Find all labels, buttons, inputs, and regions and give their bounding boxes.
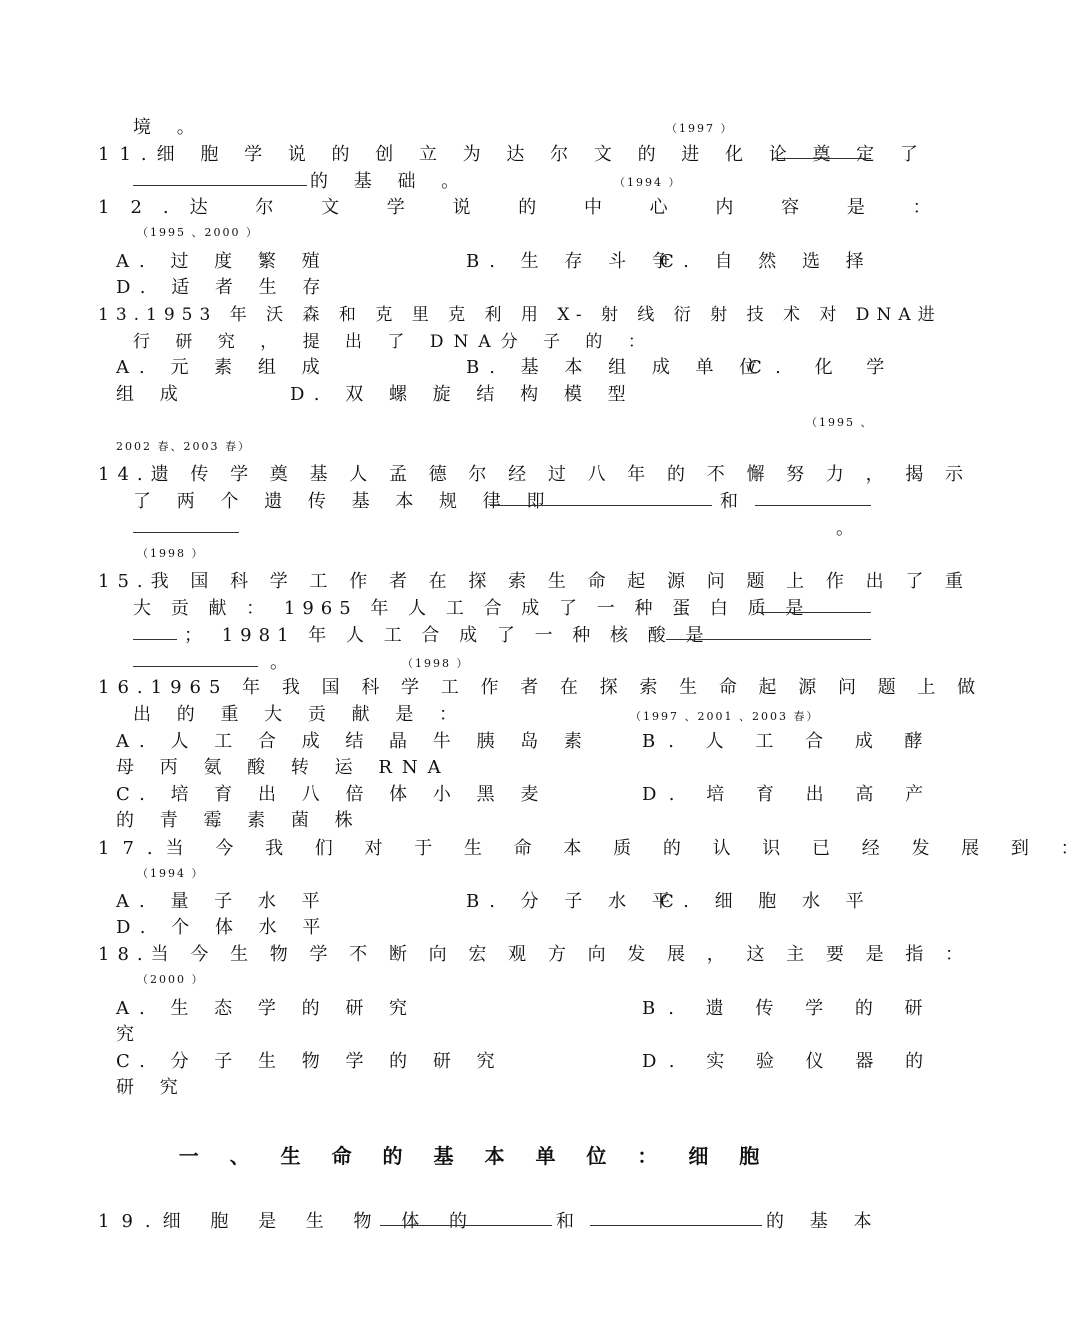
question-11: 11.细 胞 学 说 的 创 立 为 达 尔 文 的 进 化 论 奠 定 了	[98, 144, 928, 165]
year-note: （1994 ）	[137, 867, 205, 880]
text-line: 的 基 本	[766, 1211, 882, 1232]
blank[interactable]	[756, 594, 871, 617]
blank[interactable]	[133, 514, 239, 537]
text-line: ； 1981 年 人 工 合 成 了 一 种 核 酸 是	[184, 625, 711, 646]
blank[interactable]	[490, 487, 712, 510]
text-line: 研 究	[116, 1077, 188, 1098]
text-line: 的 青 霉 素 菌 株	[116, 810, 363, 831]
question-16: 16.1965 年 我 国 科 学 工 作 者 在 探 索 生 命 起 源 问 题 上 做	[98, 677, 984, 698]
text-line: 和	[720, 491, 738, 512]
blank[interactable]	[666, 621, 871, 644]
option-c: C. 化 学	[748, 357, 899, 378]
question-14: 14.遗 传 学 奠 基 人 孟 德 尔 经 过 八 年 的 不 懈 努 力 ， 揭 示	[98, 464, 972, 485]
blank[interactable]	[133, 167, 307, 190]
option-c: C. 细 胞 水 平	[660, 891, 874, 912]
year-note: （1997 ）	[666, 122, 734, 135]
text-line: 行 研 究 ， 提 出 了 DNA分 子 的 ：	[133, 332, 655, 352]
option-b: B. 分 子 水 平	[466, 891, 680, 912]
year-note: （1998 ）	[137, 547, 205, 560]
text-line: 大 贡 献 ： 1965 年 人 工 合 成 了 一 种 蛋 白 质 是	[133, 598, 811, 619]
section-heading: 一 、 生 命 的 基 本 单 位 ： 细 胞	[178, 1144, 772, 1168]
text-line: 母 丙 氨 酸 转 运 RNA	[116, 757, 451, 778]
year-note: （1997 、2001 、2003 春）	[630, 710, 820, 723]
option-b: B. 基 本 组 成 单 位	[466, 357, 768, 378]
question-12: 12.达 尔 文 学 说 的 中 心 内 容 是 ：	[98, 197, 952, 218]
year-note: （2000 ）	[137, 973, 205, 986]
option-c: C. 培 育 出 八 倍 体 小 黑 麦	[116, 784, 549, 805]
option-d: D. 适 者 生 存	[116, 277, 331, 298]
text-line: 。	[836, 518, 854, 539]
year-note: （1994 ）	[614, 176, 682, 189]
blank[interactable]	[755, 487, 871, 510]
year-note: 2002 春、2003 春）	[116, 440, 251, 453]
option-d: D. 双 螺 旋 结 构 模 型	[290, 384, 636, 405]
option-b: B. 遗 传 学 的 研	[642, 998, 936, 1019]
option-c: C. 分 子 生 物 学 的 研 究	[116, 1051, 505, 1072]
blank[interactable]	[380, 1207, 552, 1230]
option-d: D. 个 体 水 平	[116, 917, 331, 938]
question-15: 15.我 国 科 学 工 作 者 在 探 索 生 命 起 源 问 题 上 作 出 了 重	[98, 571, 972, 592]
question-17: 17.当 今 我 们 对 于 生 命 本 质 的 认 识 已 经 发 展 到 ：	[98, 838, 1092, 859]
option-a: A. 过 度 繁 殖	[116, 251, 330, 272]
option-b: B. 人 工 合 成 酵	[642, 731, 936, 752]
year-note: （1995 、2000 ）	[137, 226, 259, 239]
text-line: 境 。	[133, 117, 205, 138]
option-d: D. 实 验 仪 器 的	[642, 1051, 937, 1072]
question-13: 13.1953 年 沃 森 和 克 里 克 利 用 X- 射 线 衍 射 技 术 对 DNA进	[98, 305, 942, 325]
year-note: （1995 、	[806, 416, 874, 429]
option-c: C. 自 然 选 择	[660, 251, 874, 272]
blank[interactable]	[133, 648, 258, 671]
blank[interactable]	[775, 140, 871, 163]
option-a: A. 量 子 水 平	[116, 891, 330, 912]
text-line: 和	[556, 1211, 574, 1232]
option-a: A. 元 素 组 成	[116, 357, 330, 378]
option-d: D. 培 育 出 高 产	[642, 784, 937, 805]
option-b: B. 生 存 斗 争	[466, 251, 680, 272]
text-line: 了 两 个 遗 传 基 本 规 律 即	[133, 491, 555, 512]
question-19: 19.细 胞 是 生 物 体 的	[98, 1211, 479, 1232]
year-note: （1998 ）	[402, 657, 470, 670]
blank[interactable]	[590, 1207, 762, 1230]
text-line: 出 的 重 大 贡 献 是 ：	[133, 704, 468, 725]
question-18: 18.当 今 生 物 学 不 断 向 宏 观 方 向 发 展 ， 这 主 要 是 指 ：	[98, 944, 972, 965]
text-line: 的 基 础 。	[310, 171, 470, 192]
blank[interactable]	[133, 621, 177, 644]
option-a: A. 生 态 学 的 研 究	[116, 998, 418, 1019]
text-line: 究	[116, 1024, 144, 1045]
option-a: A. 人 工 合 成 结 晶 牛 胰 岛 素	[116, 731, 592, 752]
text-line: 组 成	[116, 384, 188, 405]
text-line: 。	[270, 652, 288, 673]
